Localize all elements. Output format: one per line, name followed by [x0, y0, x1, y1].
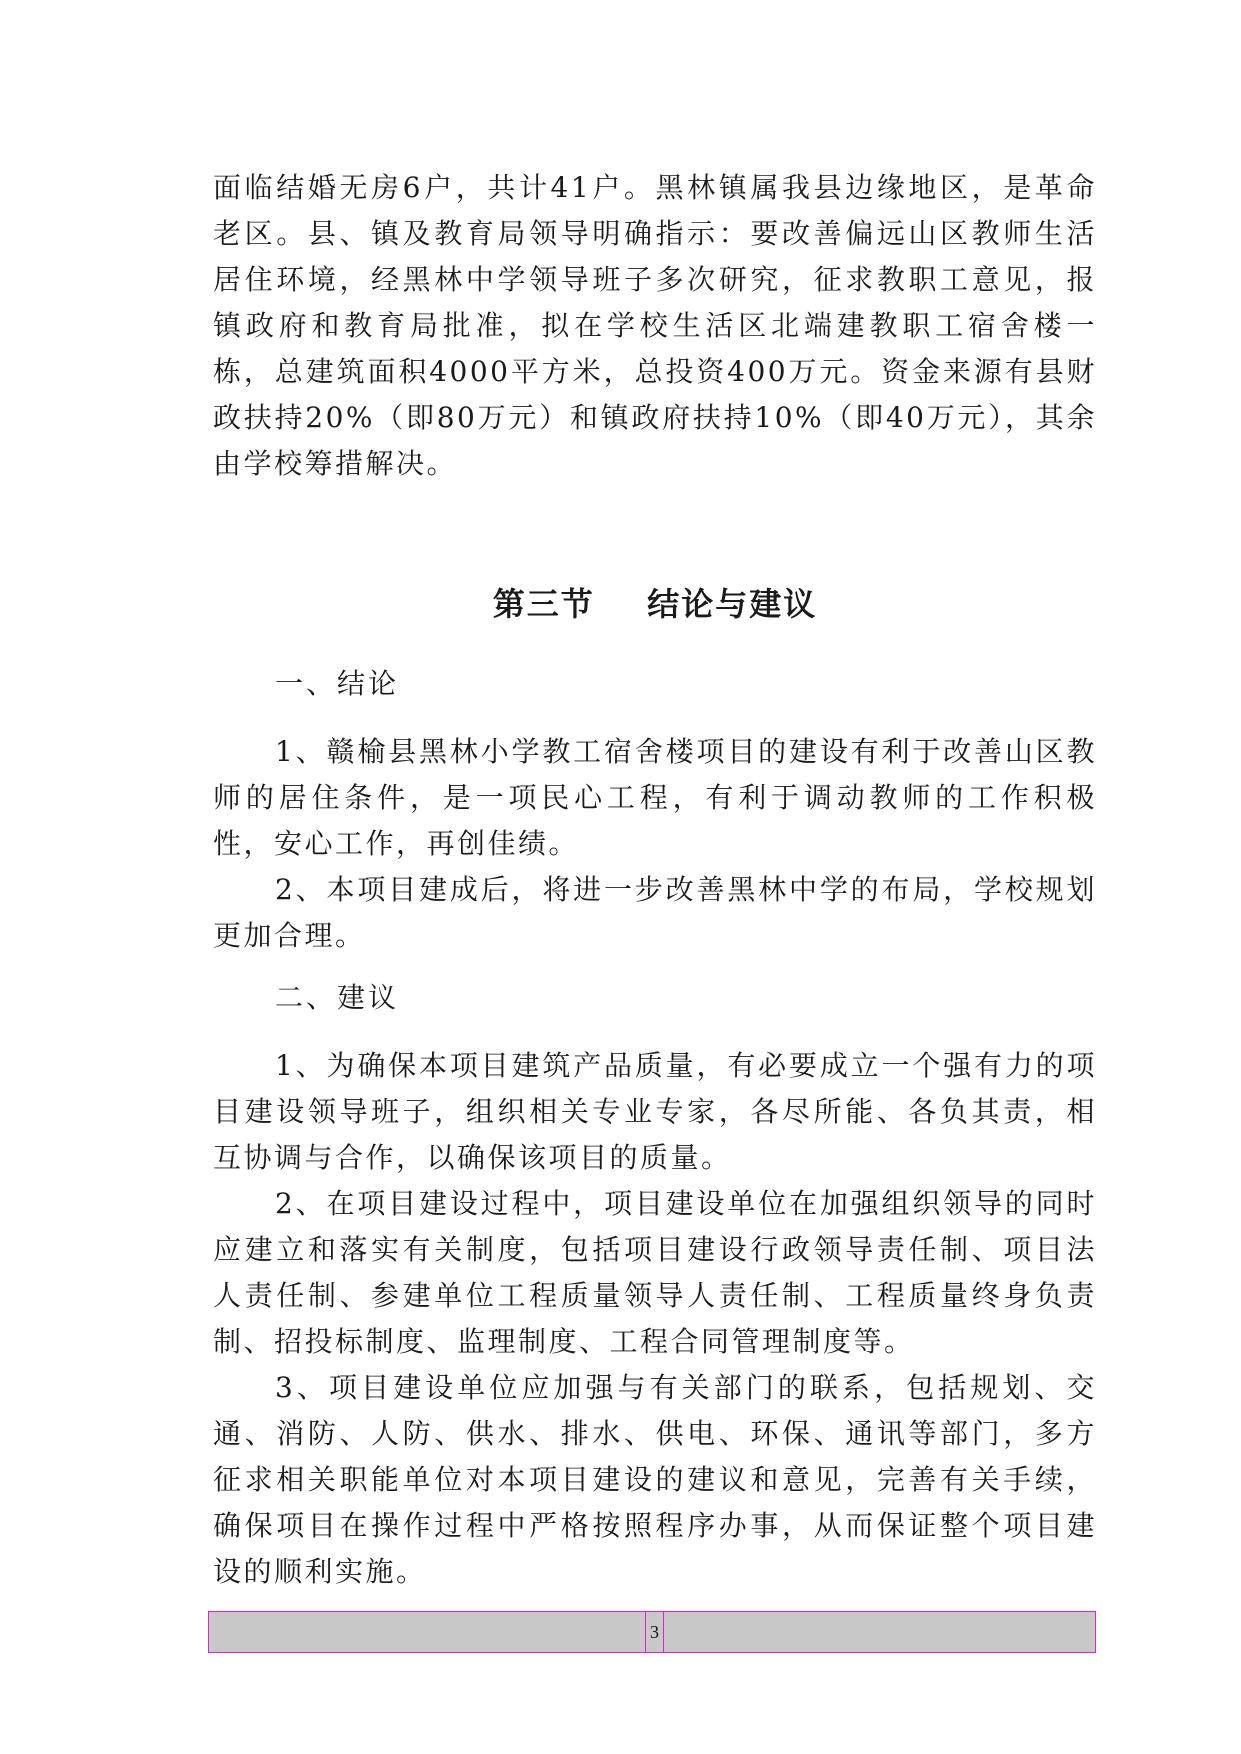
suggestion-item: 2、在项目建设过程中，项目建设单位在加强组织领导的同时应建立和落实有关制度，包括项目建设行政领导责任制、项目法人责任制、参建单位工程质量领导人责任制、工程质量终身负责制、招投标制度、监理制度、工程合同管理制度等。 — [213, 1187, 1097, 1358]
suggestions-section — [213, 975, 1097, 1595]
intro-paragraph: 面临结婚无房6户，共计41户。黑林镇属我县边缘地区，是革命老区。县、镇及教育局领导明确指示：要改善偏远山区教师生活居住环境，经黑林中学领导班子多次研究，征求教职工意见，报镇政府和教育局批准，拟在学校生活区北端建教职工宿舍楼一栋，总建筑面积4000平方米，总投资400万元。资金来源有县财政扶持20%（即80万元）和镇政府扶持10%（即40万元），其余由学校筹措解决。 — [213, 171, 1097, 480]
section-title: 第三节 结论与建议 — [492, 585, 818, 623]
conclusion-item: 1、赣榆县黑林小学教工宿舍楼项目的建设有利于改善山区教师的居住条件，是一项民心工程，有利于调动教师的工作积极性，安心工作，再创佳绩。 — [213, 735, 1097, 860]
page-number: 3 — [645, 1611, 664, 1653]
conclusion-section — [213, 661, 1097, 959]
document-body — [213, 165, 1097, 1595]
suggestions-heading: 二、建议 — [275, 981, 400, 1014]
conclusion-heading: 一、结论 — [275, 667, 400, 700]
page-footer — [208, 1611, 1096, 1653]
conclusion-item: 2、本项目建成后，将进一步改善黑林中学的布局，学校规划更加合理。 — [213, 873, 1097, 952]
suggestion-item: 3、项目建设单位应加强与有关部门的联系，包括规划、交通、消防、人防、供水、排水、供电、环保、通讯等部门，多方征求相关职能单位对本项目建设的建议和意见，完善有关手续，确保项目在操作过程中严格按照程序办事，从而保证整个项目建设的顺利实施。 — [213, 1371, 1097, 1588]
suggestion-item: 1、为确保本项目建筑产品质量，有必要成立一个强有力的项目建设领导班子，组织相关专业专家，各尽所能、各负其责，相互协调与合作，以确保该项目的质量。 — [213, 1049, 1097, 1174]
